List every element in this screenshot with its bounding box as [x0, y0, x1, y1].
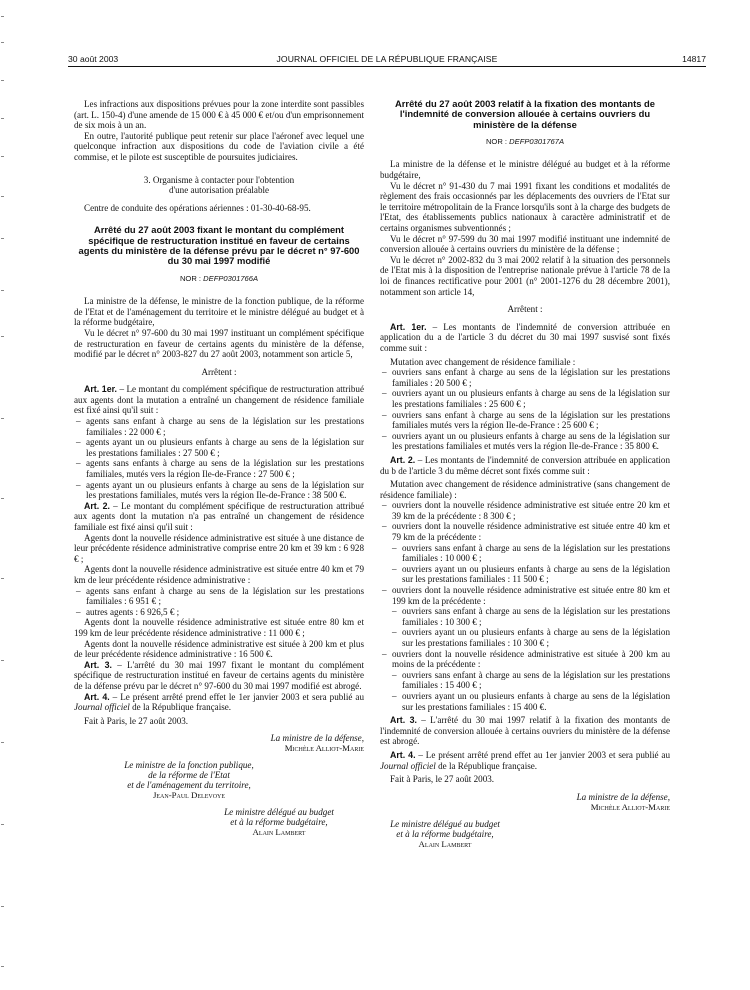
signatory-role: et à la réforme budgétaire,	[396, 828, 494, 839]
list-item: – ouvriers sans enfant à charge au sens de la législation sur les prestations familiales : 10 000 € ;	[380, 543, 670, 564]
header-rule	[68, 66, 706, 67]
list-item: – agents sans enfants à charge au sens de la législation sur les prestations familiales, mutés vers la région Ile-de-France : 27 500 € ;	[74, 458, 364, 479]
paragraph: Agents dont la nouvelle résidence administrative est située entre 40 km et 79 km de leur précédente résidence administrative :	[74, 564, 364, 585]
article-text: – Le montant du complément spécifique de restructuration attribué aux agents dont la mutation n'a pas entraîné un changement de résidence familiale est fixé ainsi qu'il suit :	[74, 500, 364, 532]
list-item: – agents sans enfant à charge au sens de la législation sur les prestations familiales : 6 951 € ;	[74, 586, 364, 607]
signatory-name: Michèle Alliot-Marie	[284, 743, 364, 754]
signatory-role: Le ministre de la fonction publique,	[124, 760, 254, 771]
list-item: – ouvriers sans enfant à charge au sens de la législation sur les prestations familiales : 15 400 € ;	[380, 670, 670, 691]
article-3	[74, 660, 364, 692]
signatory-role: La ministre de la défense,	[576, 791, 670, 802]
list-item: – autres agents : 6 926,5 € ;	[74, 607, 364, 618]
article-2-list	[380, 500, 670, 542]
article-text: de la République française.	[129, 702, 232, 713]
list-item: – agents sans enfant à charge au sens de la législation sur les prestations familiales : 22 000 € ;	[74, 416, 364, 437]
article-1-list	[74, 416, 364, 501]
header-date: 30 août 2003	[68, 54, 119, 64]
nor-label: NOR :	[485, 136, 508, 146]
decree-title: Arrêté du 27 août 2003 fixant le montant du complément spécifique de restructuration institué en faveur de certains agents du ministère de la défense prévu par le décret n° 97-600 du 30 mai 1997 modifié	[78, 224, 360, 267]
article-2-list	[74, 586, 364, 618]
list-item: – ouvriers dont la nouvelle résidence administrative est située entre 80 km et 199 km de la précédente :	[380, 585, 670, 606]
article-label: Art. 2.	[84, 500, 110, 511]
paragraph: En outre, l'autorité publique peut retenir sur place l'aéronef avec lequel une quelconque infraction aux dispositions du code de l'aviation civile a été commise, et le pilote est susceptible de poursuites judiciaires.	[74, 130, 364, 162]
paragraph: Agents dont la nouvelle résidence administrative est située à une distance de leur précédente résidence administrative comprise entre 20 km et 39 km : 6 928 € ;	[74, 532, 364, 564]
signatory-name: Alain Lambert	[252, 827, 306, 838]
left-column	[74, 99, 364, 837]
article-label: Art. 1er.	[390, 321, 427, 332]
article-2	[380, 455, 670, 476]
nor-reference	[74, 274, 364, 285]
article-label: Art. 3.	[390, 715, 417, 726]
article-text: de la République française.	[435, 760, 538, 771]
paragraph: Mutation avec changement de résidence familiale :	[390, 356, 576, 367]
article-2-sublist	[380, 606, 670, 648]
article-3	[380, 715, 670, 747]
article-1-list	[380, 367, 670, 452]
list-item: – ouvriers dont la nouvelle résidence administrative est située entre 40 km et 79 km de la précédente :	[380, 521, 670, 542]
signatory-role: La ministre de la défense,	[270, 733, 364, 744]
list-item: – ouvriers ayant un ou plusieurs enfants à charge au sens de la législation sur les prestations familiales : 25 600 € ;	[380, 388, 670, 409]
signatory-role: et à la réforme budgétaire,	[230, 817, 328, 828]
article-text: – Le présent arrêté prend effet le 1er janvier 2003 et sera publié au	[109, 691, 364, 702]
signatory-role: Le ministre délégué au budget	[224, 807, 334, 818]
nor-label: NOR :	[179, 273, 202, 283]
article-1	[74, 384, 364, 416]
article-2	[74, 501, 364, 533]
list-item: – ouvriers ayant un ou plusieurs enfants à charge au sens de la législation sur les prestations familiales : 15 400 €.	[380, 691, 670, 712]
preamble-paragraph: Vu le décret n° 97-600 du 30 mai 1997 instituant un complément spécifique de restructuration en faveur de certains agents du ministère de la défense, modifié par le décret n° 2003-827 du 27 août 2003, notamment son article 5,	[74, 327, 364, 360]
list-item: – ouvriers dont la nouvelle résidence administrative est située entre 20 km et 39 km de la précédente : 8 300 € ;	[380, 500, 670, 521]
article-4	[380, 750, 670, 771]
contact-line: Centre de conduite des opérations aériennes : 01-30-40-68-95.	[84, 202, 311, 213]
signatory-role: de la réforme de l'Etat	[148, 770, 230, 781]
header-journal-title: JOURNAL OFFICIEL DE LA RÉPUBLIQUE FRANÇAISE	[276, 54, 498, 64]
article-2-list	[380, 585, 670, 606]
signature-block	[194, 807, 364, 837]
signatory-role: et de l'aménagement du territoire,	[127, 780, 251, 791]
right-column	[380, 99, 670, 849]
signatory-name: Michèle Alliot-Marie	[590, 801, 670, 812]
signature-date: Fait à Paris, le 27 août 2003.	[84, 715, 189, 726]
preamble-paragraph: Vu le décret n° 91-430 du 7 mai 1991 fixant les conditions et modalités de règlement des frais occasionnés par les déplacements des ouvriers de l'Etat sur le territoire métropolitain de la France lorsqu'ils sont à la charge des budgets de l'Etat, des établissements publics nationaux à caractère administratif et de certains organismes subventionnés ;	[380, 180, 670, 234]
decree-title: Arrêté du 27 août 2003 relatif à la fixation des montants de l'indemnité de conversion allouée à certains ouvriers du ministère de la défense	[395, 98, 655, 130]
article-label: Art. 4.	[84, 691, 110, 702]
list-item: – agents ayant un ou plusieurs enfants à charge au sens de la législation sur les prestations familiales, mutés vers la région Ile-de-France : 38 500 €.	[74, 480, 364, 501]
arretent-heading: Arrêtent :	[507, 304, 543, 315]
nor-code: DEFP0301766A	[203, 273, 259, 283]
list-item: – ouvriers sans enfant à charge au sens de la législation sur les prestations familiales : 20 500 € ;	[380, 367, 670, 388]
article-label: Art. 1er.	[84, 384, 117, 395]
header-page-number: 14817	[682, 54, 706, 64]
signature-date: Fait à Paris, le 27 août 2003.	[390, 774, 495, 785]
nor-reference	[380, 137, 670, 148]
signature-block	[74, 760, 304, 800]
arretent-heading: Arrêtent :	[201, 366, 237, 377]
preamble-paragraph: Vu le décret n° 97-599 du 30 mai 1997 modifié instituant une indemnité de conversion allouée à certains ouvriers du ministère de la défense ;	[380, 233, 670, 255]
journal-officiel-italic: Journal officiel	[74, 702, 130, 713]
article-label: Art. 3.	[84, 659, 112, 670]
paragraph: Agents dont la nouvelle résidence administrative est située entre 80 km et 199 km de leur précédente résidence administrative : 11 000 € ;	[74, 617, 364, 638]
article-text: – Les montants de l'indemnité de conversion attribuée en application du b de l'article 3 du même décret sont fixés comme suit :	[380, 454, 670, 476]
article-text: – Le montant du complément spécifique de restructuration attribué aux agents dont la mutation a entraîné un changement de résidence familiale est fixé ainsi qu'il suit :	[74, 384, 364, 416]
list-item: – ouvriers dont la nouvelle résidence administrative est située à 200 km au moins de la précédente :	[380, 649, 670, 670]
section-heading: 3. Organisme à contacter pour l'obtention	[143, 174, 295, 185]
section-heading: d'une autorisation préalable	[168, 185, 270, 196]
signatory-role: Le ministre délégué au budget	[390, 818, 500, 829]
list-item: – ouvriers ayant un ou plusieurs enfants à charge au sens de la législation sur les prestations familiales : 10 300 € ;	[380, 627, 670, 648]
list-item: – ouvriers sans enfant à charge au sens de la législation sur les prestations familiales : 10 300 € ;	[380, 606, 670, 627]
nor-code: DEFP0301767A	[509, 136, 565, 146]
paragraph: Mutation avec changement de résidence administrative (sans changement de résidence familiale) :	[380, 479, 670, 500]
signatory-name: Alain Lambert	[418, 838, 472, 849]
article-label: Art. 2.	[390, 454, 416, 465]
article-text: – L'arrêté du 30 mai 1997 relatif à la fixation des montants de l'indemnité de conversion allouée à certains ouvriers du ministère de la défense est abrogé.	[380, 715, 670, 747]
article-2-list	[380, 649, 670, 670]
article-2-sublist	[380, 670, 670, 712]
article-4	[74, 692, 364, 713]
signature-block	[360, 819, 530, 849]
article-label: Art. 4.	[390, 749, 416, 760]
article-text: – Les montants de l'indemnité de conversion attribuée en application du a de l'article 3 du décret du 30 mai 1997 susvisé sont fixés comme suit :	[380, 321, 670, 353]
signatory-name: Jean-Paul Delevoye	[152, 790, 226, 801]
article-text: – L'arrêté du 30 mai 1997 fixant le montant du complément spécifique de restructuration institué en faveur de certains agents du ministère de la défense prévu par le décret n° 97-600 du 30 mai 1997 modifié est abrogé.	[74, 659, 364, 691]
preamble-paragraph: Vu le décret n° 2002-832 du 3 mai 2002 relatif à la situation des personnels de l'Etat mis à la disposition de l'entreprise nationale prévue à l'article 78 de la loi de finances rectificative pour 2001 (n° 2001-1276 du 28 décembre 2001), notamment son article 14,	[380, 254, 670, 297]
article-text: – Le présent arrêté prend effet au 1er janvier 2003 et sera publié au	[415, 749, 671, 760]
list-item: – ouvriers sans enfant à charge au sens de la législation sur les prestations familiales mutés vers la région Ile-de-France : 25 600 € ;	[380, 410, 670, 431]
paragraph: Agents dont la nouvelle résidence administrative est située à 200 km et plus de leur précédente résidence administrative : 16 500 €.	[74, 638, 364, 660]
preamble-paragraph: La ministre de la défense et le ministre délégué au budget et à la réforme budgétaire,	[380, 159, 670, 181]
article-1	[380, 322, 670, 354]
journal-officiel-italic: Journal officiel	[380, 760, 436, 771]
list-item: – ouvriers ayant un ou plusieurs enfants à charge au sens de la législation sur les prestations familiales et mutés vers la région Ile-de-France : 35 800 €.	[380, 431, 670, 452]
article-2-sublist	[380, 543, 670, 585]
margin-tick-marks	[0, 0, 6, 990]
list-item: – agents ayant un ou plusieurs enfants à charge au sens de la législation sur les prestations familiales : 27 500 € ;	[74, 437, 364, 458]
paragraph: Les infractions aux dispositions prévues pour la zone interdite sont passibles (art. L. 150-4) d'une amende de 15 000 € à 45 000 € et/ou d'un emprisonnement de six mois à un an.	[74, 99, 364, 131]
list-item: – ouvriers ayant un ou plusieurs enfants à charge au sens de la législation sur les prestations familiales : 11 500 € ;	[380, 564, 670, 585]
preamble-paragraph: La ministre de la défense, le ministre de la fonction publique, de la réforme de l'Etat et de l'aménagement du territoire et le ministre délégué au budget et à la réforme budgétaire,	[74, 296, 364, 328]
